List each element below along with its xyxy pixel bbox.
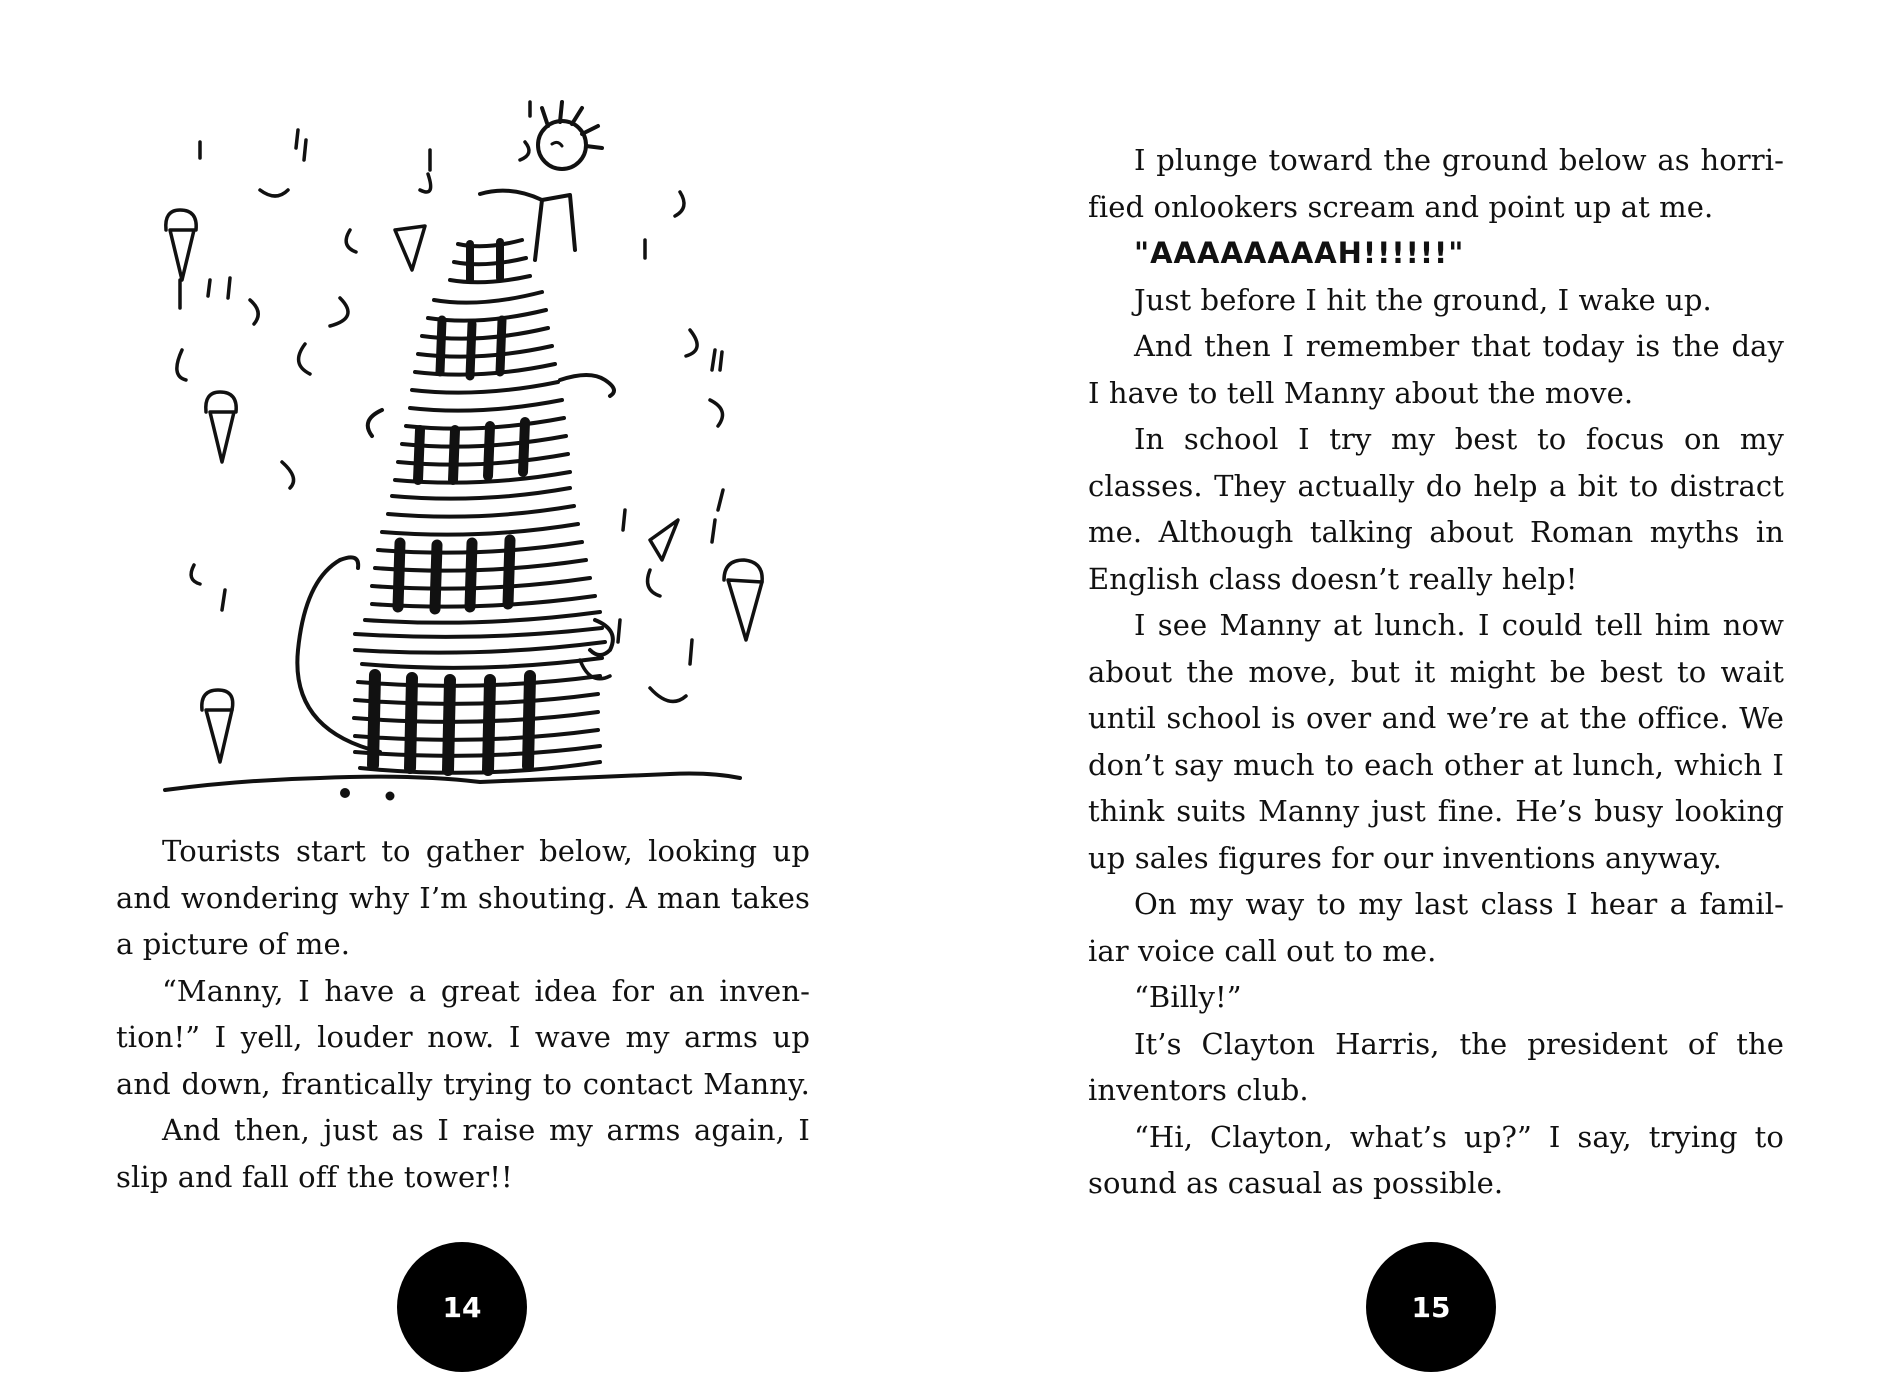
page-number-badge	[1366, 1242, 1496, 1372]
text-line: and wondering why I’m shouting. A man takes	[116, 880, 810, 915]
text-line: and down, frantically trying to contact Manny.	[116, 1066, 810, 1101]
right-page	[940, 0, 1881, 1400]
text-line: fied onlookers scream and point up at me.	[1088, 189, 1714, 224]
text-line: until school is over and we’re at the office. We	[1088, 701, 1784, 735]
text-line: iar voice call out to me.	[1088, 933, 1437, 968]
text-line: Just before I hit the ground, I wake up.	[1134, 282, 1712, 317]
leaning-tower-illustration	[150, 90, 880, 810]
page-number-badge	[397, 1242, 527, 1372]
text-line: I plunge toward the ground below as horri-	[1134, 143, 1784, 177]
text-line: Tourists start to gather below, looking up	[162, 834, 810, 868]
text-line: think suits Manny just fine. He’s busy looking	[1088, 794, 1784, 828]
left-page-text	[116, 828, 810, 1200]
text-line: English class doesn’t really help!	[1088, 561, 1578, 596]
text-line: “Manny, I have a great idea for an inven-	[162, 973, 810, 1008]
text-line: about the move, but it might be best to wait	[1088, 654, 1784, 689]
text-line: I have to tell Manny about the move.	[1088, 375, 1634, 410]
text-line: And then, just as I raise my arms again, I	[162, 1113, 810, 1147]
text-line: tion!” I yell, louder now. I wave my arms up	[116, 1020, 810, 1054]
text-line: On my way to my last class I hear a famil-	[1134, 887, 1784, 921]
left-page	[0, 0, 940, 1400]
page-number: 15	[1411, 1290, 1451, 1324]
text-line: up sales figures for our inventions anyway.	[1088, 840, 1722, 875]
text-line: And then I remember that today is the day	[1134, 329, 1784, 363]
text-line: sound as casual as possible.	[1088, 1166, 1504, 1200]
text-line: “Billy!”	[1134, 980, 1242, 1014]
shout-line: "AAAAAAAAH!!!!!!"	[1134, 236, 1465, 270]
text-line: inventors club.	[1088, 1073, 1309, 1107]
text-line: “Hi, Clayton, what’s up?” I say, trying to	[1134, 1119, 1784, 1154]
text-line: don’t say much to each other at lunch, which I	[1088, 747, 1784, 782]
text-line: me. Although talking about Roman myths in	[1088, 515, 1784, 549]
text-line: It’s Clayton Harris, the president of the	[1134, 1026, 1784, 1061]
text-line: classes. They actually do help a bit to distract	[1088, 468, 1784, 503]
text-line: a picture of me.	[116, 927, 351, 961]
text-line: In school I try my best to focus on my	[1134, 422, 1784, 456]
text-line: I see Manny at lunch. I could tell him now	[1134, 608, 1784, 642]
page-number: 14	[442, 1290, 482, 1324]
text-line: slip and fall off the tower!!	[116, 1159, 513, 1194]
right-page-text	[1088, 137, 1784, 1207]
